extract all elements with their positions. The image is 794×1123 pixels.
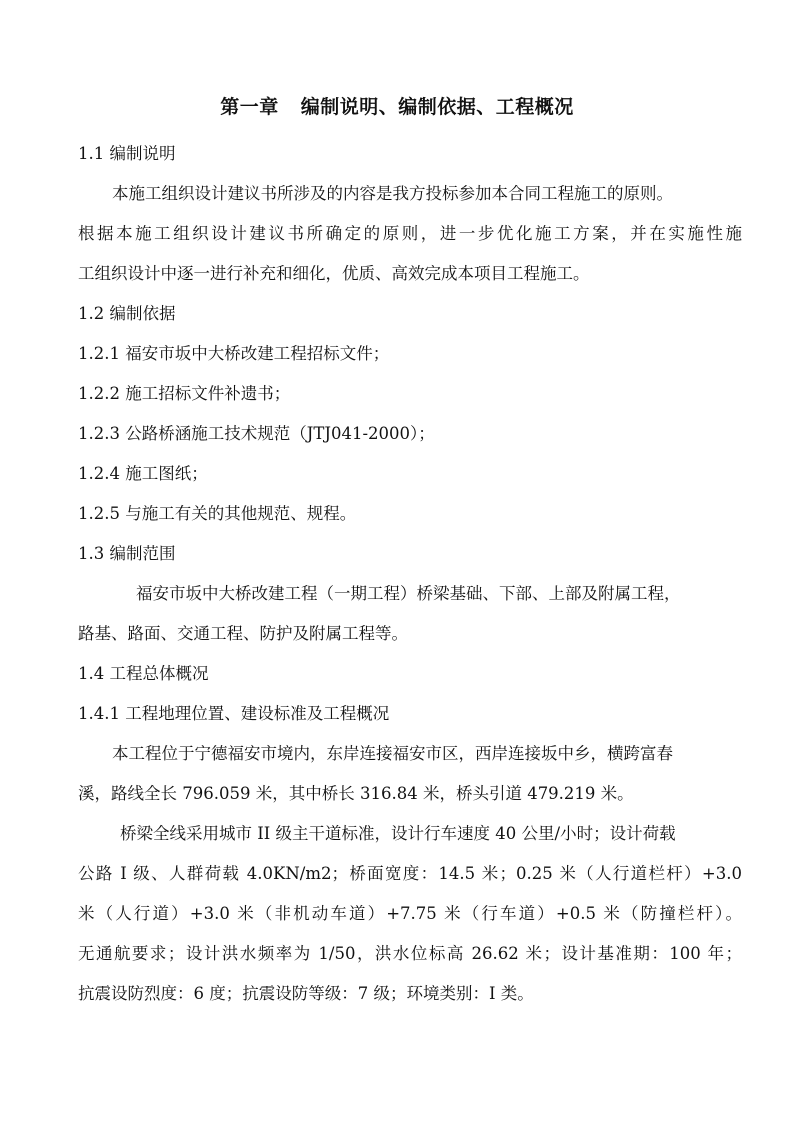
paragraph-line: 抗震设防烈度：6 度；抗震设防等级：7 级；环境类别：I 类。 bbox=[78, 984, 534, 1003]
paragraph-line: 工组织设计中逐一进行补充和细化，优质、高效完成本项目工程施工。 bbox=[78, 264, 590, 283]
section-heading-1-3: 1.3 编制范围 bbox=[78, 544, 176, 563]
list-item: 1.2.1 福安市坂中大桥改建工程招标文件； bbox=[78, 344, 390, 363]
paragraph-line: 根据本施工组织设计建议书所确定的原则，进一步优化施工方案，并在实施性施 bbox=[78, 224, 742, 243]
paragraph-line: 溪，路线全长 796.059 米，其中桥长 316.84 米，桥头引道 479.219 米。 bbox=[78, 784, 634, 803]
paragraph-line: 无通航要求；设计洪水频率为 1/50，洪水位标高 26.62 米；设计基准期：100 年； bbox=[78, 944, 742, 963]
paragraph-line: 本施工组织设计建议书所涉及的内容是我方投标参加本合同工程施工的原则。 bbox=[112, 184, 673, 203]
paragraph-line: 福安市坂中大桥改建工程（一期工程）桥梁基础、下部、上部及附属工程， bbox=[136, 584, 681, 603]
paragraph-line: 桥梁全线采用城市 II 级主干道标准，设计行车速度 40 公里/小时；设计荷载 bbox=[120, 824, 676, 843]
section-heading-1-2: 1.2 编制依据 bbox=[78, 304, 176, 323]
list-item: 1.2.3 公路桥涵施工技术规范（JTJ041-2000）； bbox=[78, 424, 435, 443]
section-heading-1-1: 1.1 编制说明 bbox=[78, 144, 176, 163]
list-item: 1.2.4 施工图纸； bbox=[78, 464, 208, 483]
paragraph-line: 米（人行道）+3.0 米（非机动车道）+7.75 米（行车道）+0.5 米（防撞栏杆）。 bbox=[78, 904, 742, 923]
section-heading-1-4: 1.4 工程总体概况 bbox=[78, 664, 209, 683]
list-item: 1.2.2 施工招标文件补遗书； bbox=[78, 384, 291, 403]
list-item: 1.2.5 与施工有关的其他规范、规程。 bbox=[78, 504, 357, 523]
chapter-title bbox=[0, 92, 794, 122]
document-body bbox=[78, 134, 742, 1014]
paragraph-line: 本工程位于宁德福安市境内，东岸连接福安市区，西岸连接坂中乡，横跨富春 bbox=[112, 744, 673, 763]
paragraph-line: 路基、路面、交通工程、防护及附属工程等。 bbox=[78, 624, 408, 643]
chapter-number: 第一章 bbox=[220, 96, 279, 118]
chapter-name: 编制说明、编制依据、工程概况 bbox=[300, 96, 574, 118]
paragraph-line: 公路 I 级、人群荷载 4.0KN/m2；桥面宽度：14.5 米；0.25 米（人行道栏杆）+3.0 bbox=[78, 864, 742, 883]
subsection-heading-1-4-1: 1.4.1 工程地理位置、建设标准及工程概况 bbox=[78, 704, 390, 723]
